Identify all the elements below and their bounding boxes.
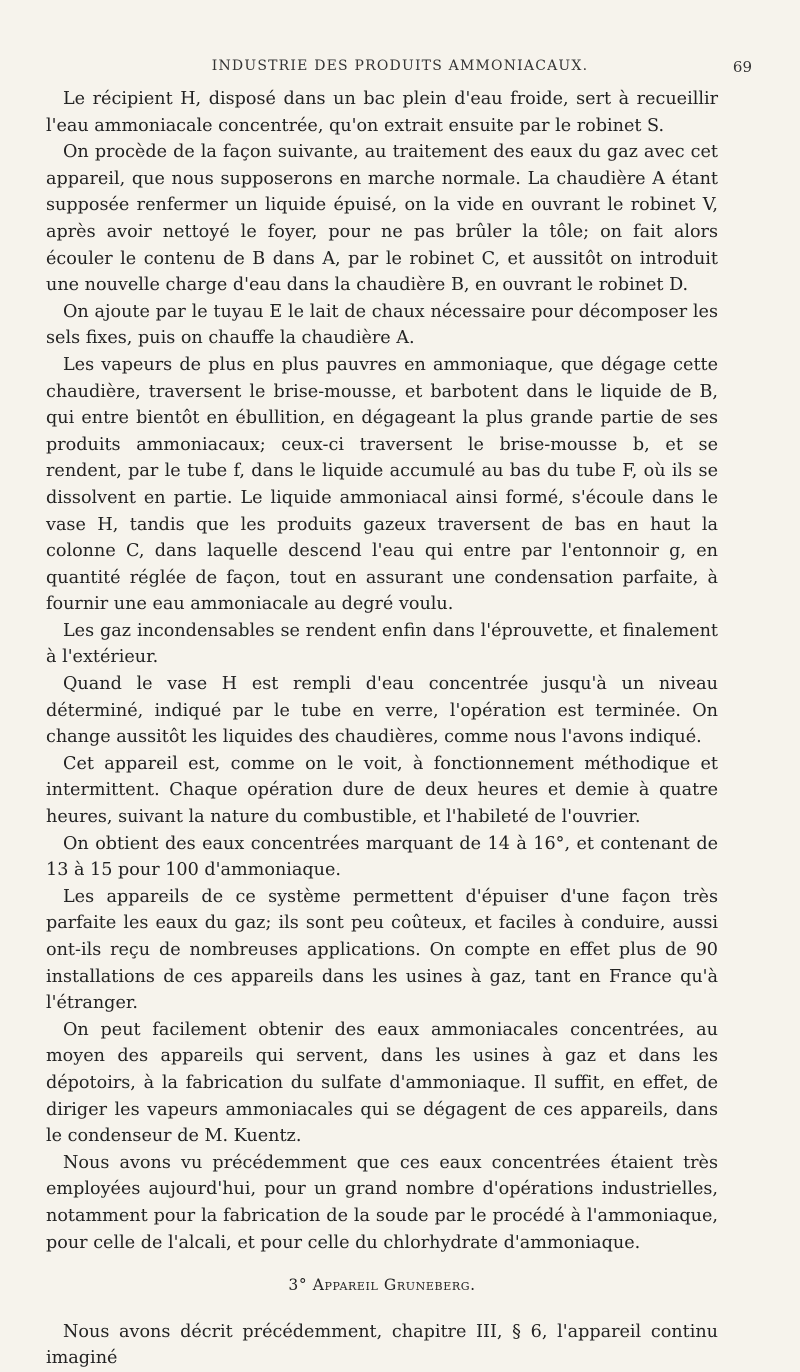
paragraph: On peut facilement obtenir des eaux ammoniacales concentrées, au moyen des appareils qui servent, dans les usines à gaz et dans les dépotoirs, à la fabrication du sulfate d'ammoniaque. Il suffit, en effet, de diriger les vapeurs ammoniacales qui se dégagent de ces appareils, dans le condenseur de M. Kuentz. <box>46 1019 718 1147</box>
paragraph: Nous avons vu précédemment que ces eaux concentrées étaient très employées aujourd'hui, pour un grand nombre d'opérations industrielles, notamment pour la fabrication de la soude par le procédé à l'ammoniaque, pour celle de l'alcali, et pour celle du chlorhydrate d'ammoniaque. <box>46 1152 718 1253</box>
page-number: 69 <box>732 58 752 76</box>
paragraph: Nous avons décrit précédemment, chapitre III, § 6, l'appareil continu imaginé <box>46 1321 718 1369</box>
section-heading <box>46 1272 718 1299</box>
paragraph: On obtient des eaux concentrées marquant de 14 à 16°, et contenant de 13 à 15 pour 100 d'ammoniaque. <box>46 833 718 881</box>
section-number: 3° <box>288 1276 308 1295</box>
page-header <box>46 58 754 80</box>
paragraph: Quand le vase H est rempli d'eau concentrée jusqu'à un niveau déterminé, indiqué par le tube en verre, l'opération est terminée. On change aussitôt les liquides des chaudières, comme nous l'avons indiqué. <box>46 674 718 748</box>
paragraph: Les appareils de ce système permettent d'épuiser d'une façon très parfaite les eaux du gaz; ils sont peu coûteux, et faciles à conduire, aussi ont-ils reçu de nombreuses applications. On compte en effet plus de 90 installations de ces appareils dans les usines à gaz, tant en France qu'à l'étranger. <box>46 886 718 1014</box>
running-title: INDUSTRIE DES PRODUITS AMMONIACAUX. <box>211 58 589 74</box>
paragraph: Le récipient H, disposé dans un bac plein d'eau froide, sert à recueillir l'eau ammoniacale concentrée, qu'on extrait ensuite par le robinet S. <box>46 89 718 136</box>
section-title: Appareil Gruneberg. <box>312 1276 476 1295</box>
paragraph: Les gaz incondensables se rendent enfin dans l'éprouvette, et finalement à l'extérieur. <box>46 620 718 668</box>
paragraph: Cet appareil est, comme on le voit, à fonctionnement méthodique et intermittent. Chaque opération dure de deux heures et demie à quatre heures, suivant la nature du combustible, et l'habileté de l'ouvrier. <box>46 753 718 828</box>
body-text <box>46 86 718 1372</box>
paragraph: On ajoute par le tuyau E le lait de chaux nécessaire pour décomposer les sels fixes, puis on chauffe la chaudière A. <box>46 301 718 349</box>
paragraph: Les vapeurs de plus en plus pauvres en ammoniaque, que dégage cette chaudière, traversent le brise-mousse, et barbotent dans le liquide de B, qui entre bientôt en ébullition, en dégageant la plus grande partie de ses produits ammoniacaux; ceux-ci traversent le brise-mousse b, et se rendent, par le tube f, dans le liquide accumulé au bas du tube F, où ils se dissolvent en partie. Le liquide ammoniacal ainsi formé, s'écoule dans le vase H, tandis que les produits gazeux traversent de bas en haut la colonne C, dans laquelle descend l'eau qui entre par l'entonnoir g, en quantité réglée de façon, tout en assurant une condensation parfaite, à fournir une eau ammoniacale au degré voulu. <box>46 354 718 615</box>
paragraph: On procède de la façon suivante, au traitement des eaux du gaz avec cet appareil, que nous supposerons en marche normale. La chaudière A étant supposée renfermer un liquide épuisé, on la vide en ouvrant le robinet V, après avoir nettoyé le foyer, pour ne pas brûler la tôle; on fait alors écouler le contenu de B dans A, par le robinet C, et aussitôt on introduit une nouvelle charge d'eau dans la chaudière B, en ouvrant le robinet D. <box>46 142 718 296</box>
